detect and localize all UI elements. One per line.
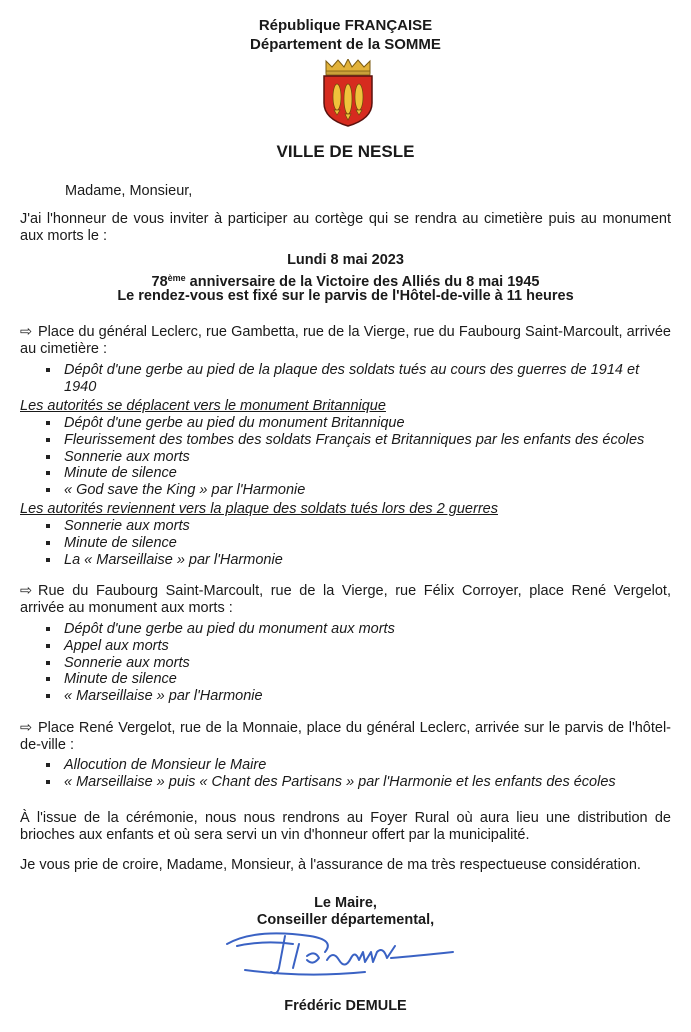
list-plaque: [42, 518, 642, 568]
list-item: Minute de silence: [42, 535, 642, 552]
list-cemetery: [42, 362, 652, 396]
closing-paragraph: À l'issue de la cérémonie, nous nous rendrons au Foyer Rural où aura lieu une distribution de brioches aux enfants et où sera servi un vin d'honneur offert par la municipalité.: [20, 810, 671, 843]
bullet-icon: [46, 558, 50, 562]
bullet-icon: [46, 661, 50, 665]
list-item: Dépôt d'une gerbe au pied du monument aux morts: [42, 621, 662, 638]
bullet-icon: [46, 368, 50, 372]
list-item: Sonnerie aux morts: [42, 449, 682, 466]
bullet-icon: [46, 438, 50, 442]
courtesy-paragraph: Je vous prie de croire, Madame, Monsieur, à l'assurance de ma très respectueuse considération.: [20, 857, 641, 873]
list-british: [42, 415, 682, 499]
intro-paragraph: J'ai l'honneur de vous inviter à participer au cortège qui se rendra au cimetière puis au monument aux morts le :: [20, 211, 671, 244]
bullet-icon: [46, 471, 50, 475]
route-3: [20, 720, 671, 754]
arrow-right-icon: ⇨: [20, 583, 33, 599]
list-item: Appel aux morts: [42, 638, 662, 655]
header-republic: République FRANÇAISE: [258, 17, 433, 34]
list-item: Sonnerie aux morts: [42, 518, 642, 535]
coat-of-arms-icon: [318, 59, 378, 127]
meeting-point: Le rendez-vous est fixé sur le parvis de l'Hôtel-de-ville à 11 heures: [117, 288, 574, 304]
anniversary-number: 78: [151, 274, 168, 290]
list-item: Allocution de Monsieur le Maire: [42, 757, 682, 774]
bullet-icon: [46, 780, 50, 784]
bullet-icon: [46, 627, 50, 631]
list-item: Fleurissement des tombes des soldats Français et Britanniques par les enfants des écoles: [42, 432, 682, 449]
list-item: Dépôt d'une gerbe au pied du monument Britannique: [42, 415, 682, 432]
signatory-role: Conseiller départemental,: [256, 912, 435, 928]
route-1-text: Place du général Leclerc, rue Gambetta, rue de la Vierge, rue du Faubourg Saint-Marcoult, arrivée au cimetière :: [20, 324, 671, 357]
list-item: « Marseillaise » par l'Harmonie: [42, 688, 662, 705]
anniversary-text: anniversaire de la Victoire des Alliés du 8 mai 1945: [185, 274, 540, 290]
list-item: Dépôt d'une gerbe au pied de la plaque des soldats tués au cours des guerres de 1914 et 1940: [42, 362, 652, 396]
anniversary-suffix: ème: [167, 273, 186, 283]
list-war-memorial: [42, 621, 662, 705]
bullet-icon: [46, 694, 50, 698]
header-department: Département de la SOMME: [250, 36, 441, 53]
bullet-icon: [46, 421, 50, 425]
list-item: Sonnerie aux morts: [42, 655, 662, 672]
route-2: [20, 583, 671, 617]
list-item: La « Marseillaise » par l'Harmonie: [42, 552, 642, 569]
bullet-icon: [46, 644, 50, 648]
list-item: « Marseillaise » puis « Chant des Partisans » par l'Harmonie et les enfants des écoles: [42, 774, 682, 791]
list-item: Minute de silence: [42, 671, 662, 688]
subheading-plaque: Les autorités reviennent vers la plaque des soldats tués lors des 2 guerres: [20, 501, 498, 517]
signatory-title: Le Maire,: [314, 895, 377, 911]
salutation: Madame, Monsieur,: [65, 183, 193, 199]
bullet-icon: [46, 677, 50, 681]
event-date: Lundi 8 mai 2023: [287, 252, 404, 268]
bullet-icon: [46, 488, 50, 492]
bullet-icon: [46, 455, 50, 459]
arrow-right-icon: ⇨: [20, 324, 33, 340]
handwritten-signature: [215, 922, 465, 992]
bullet-icon: [46, 524, 50, 528]
route-1: [20, 324, 671, 358]
city-title: VILLE DE NESLE: [276, 142, 415, 161]
route-2-text: Rue du Faubourg Saint-Marcoult, rue de la Vierge, rue Félix Corroyer, place René Vergelot, arrivée au monument aux morts :: [20, 583, 671, 616]
signatory-name: Frédéric DEMULE: [284, 998, 407, 1014]
list-town-hall: [42, 757, 682, 791]
arrow-right-icon: ⇨: [20, 720, 33, 736]
list-item: « God save the King » par l'Harmonie: [42, 482, 682, 499]
bullet-icon: [46, 541, 50, 545]
route-3-text: Place René Vergelot, rue de la Monnaie, place du général Leclerc, arrivée sur le parvis de l'hôtel-de-ville :: [20, 720, 671, 753]
subheading-british-monument: Les autorités se déplacent vers le monument Britannique: [20, 398, 386, 414]
bullet-icon: [46, 763, 50, 767]
list-item: Minute de silence: [42, 465, 682, 482]
